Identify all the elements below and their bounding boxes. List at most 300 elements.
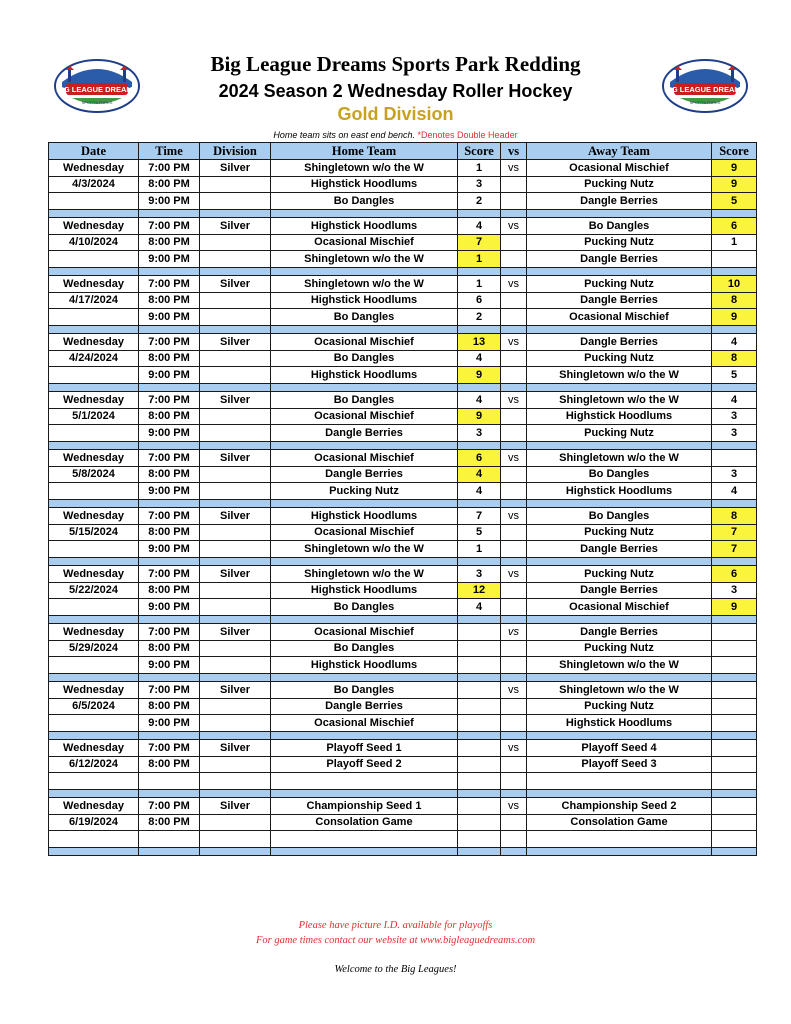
footer-welcome: Welcome to the Big Leagues!: [334, 964, 457, 975]
season-subtitle: 2024 Season 2 Wednesday Roller Hockey: [218, 81, 573, 101]
division-cell: [200, 524, 271, 541]
away-team-cell: Dangle Berries: [527, 582, 712, 599]
division-cell: [200, 193, 271, 210]
table-row: [49, 508, 757, 525]
away-team-cell: Highstick Hoodlums: [527, 408, 712, 425]
time-cell: 9:00 PM: [139, 599, 200, 616]
division-cell: [200, 309, 271, 326]
separator-cell: [458, 557, 501, 566]
division-cell: Silver: [200, 160, 271, 177]
time-cell: 7:00 PM: [139, 798, 200, 815]
separator-cell: [458, 673, 501, 682]
home-score-cell: 7: [458, 234, 501, 251]
separator-cell: [139, 499, 200, 508]
week-separator-row: [49, 267, 757, 276]
home-team-cell: Ocasional Mischief: [271, 524, 458, 541]
away-score-cell: 9: [712, 176, 757, 193]
time-cell: 8:00 PM: [139, 814, 200, 831]
home-team-cell: Dangle Berries: [271, 425, 458, 442]
date-cell: [49, 599, 139, 616]
date-cell: Wednesday: [49, 218, 139, 235]
separator-cell: [527, 557, 712, 566]
home-score-cell: [458, 773, 501, 790]
footer-website-note: For game times contact our website at www.bigleaguedreams.com: [255, 935, 536, 946]
home-score-cell: 7: [458, 508, 501, 525]
svg-text:BIG LEAGUE DREAMS: BIG LEAGUE DREAMS: [664, 85, 746, 94]
time-cell: 7:00 PM: [139, 160, 200, 177]
date-cell: 4/24/2024: [49, 350, 139, 367]
date-cell: [49, 483, 139, 500]
separator-cell: [139, 557, 200, 566]
away-score-cell: 3: [712, 408, 757, 425]
date-cell: [49, 193, 139, 210]
home-score-cell: [458, 756, 501, 773]
col-header-date: Date: [49, 143, 139, 160]
col-header-home-team: Home Team: [271, 143, 458, 160]
home-team-cell: Highstick Hoodlums: [271, 218, 458, 235]
separator-cell: [712, 673, 757, 682]
away-team-cell: Pucking Nutz: [527, 425, 712, 442]
division-cell: Silver: [200, 798, 271, 815]
svg-text:SPORTS PARKS: SPORTS PARKS: [689, 100, 721, 105]
separator-cell: [200, 615, 271, 624]
table-row: [49, 831, 757, 848]
separator-cell: [139, 209, 200, 218]
week-separator-row: [49, 383, 757, 392]
time-cell: 8:00 PM: [139, 408, 200, 425]
home-team-cell: Highstick Hoodlums: [271, 367, 458, 384]
time-cell: 9:00 PM: [139, 251, 200, 268]
time-cell: 8:00 PM: [139, 582, 200, 599]
separator-cell: [712, 325, 757, 334]
table-row: [49, 524, 757, 541]
time-cell: 9:00 PM: [139, 483, 200, 500]
away-score-cell: [712, 657, 757, 674]
col-header-away-score: Score: [712, 143, 757, 160]
table-row: [49, 367, 757, 384]
separator-cell: [49, 209, 139, 218]
away-team-cell: Bo Dangles: [527, 508, 712, 525]
away-score-cell: [712, 756, 757, 773]
separator-cell: [501, 383, 527, 392]
separator-cell: [200, 789, 271, 798]
separator-cell: [527, 789, 712, 798]
home-score-cell: [458, 814, 501, 831]
date-cell: Wednesday: [49, 160, 139, 177]
time-cell: 7:00 PM: [139, 392, 200, 409]
date-cell: 4/17/2024: [49, 292, 139, 309]
bench-note: [0, 130, 791, 140]
separator-cell: [527, 673, 712, 682]
away-score-cell: [712, 715, 757, 732]
separator-cell: [49, 789, 139, 798]
home-team-cell: Bo Dangles: [271, 682, 458, 699]
vs-cell: vs: [501, 798, 527, 815]
vs-cell: [501, 367, 527, 384]
away-score-cell: [712, 831, 757, 848]
time-cell: 8:00 PM: [139, 756, 200, 773]
home-team-cell: [271, 773, 458, 790]
vs-cell: vs: [501, 624, 527, 641]
home-team-cell: Shingletown w/o the W: [271, 276, 458, 293]
away-team-cell: Dangle Berries: [527, 292, 712, 309]
date-cell: [49, 541, 139, 558]
home-score-cell: 6: [458, 292, 501, 309]
home-score-cell: 6: [458, 450, 501, 467]
division-cell: Silver: [200, 334, 271, 351]
away-score-cell: [712, 682, 757, 699]
table-row: [49, 193, 757, 210]
division-cell: [200, 541, 271, 558]
away-team-cell: Championship Seed 2: [527, 798, 712, 815]
time-cell: 7:00 PM: [139, 334, 200, 351]
separator-cell: [200, 847, 271, 856]
separator-cell: [49, 499, 139, 508]
time-cell: 7:00 PM: [139, 218, 200, 235]
table-row: [49, 425, 757, 442]
time-cell: 7:00 PM: [139, 566, 200, 583]
time-cell: 8:00 PM: [139, 698, 200, 715]
away-score-cell: [712, 251, 757, 268]
home-team-cell: Playoff Seed 2: [271, 756, 458, 773]
table-row: [49, 392, 757, 409]
home-score-cell: 9: [458, 408, 501, 425]
separator-cell: [527, 209, 712, 218]
home-score-cell: 3: [458, 566, 501, 583]
home-score-cell: [458, 715, 501, 732]
col-header-vs: vs: [501, 143, 527, 160]
home-team-cell: Shingletown w/o the W: [271, 566, 458, 583]
date-cell: 5/8/2024: [49, 466, 139, 483]
separator-cell: [527, 325, 712, 334]
away-score-cell: [712, 740, 757, 757]
away-team-cell: Shingletown w/o the W: [527, 367, 712, 384]
vs-cell: [501, 292, 527, 309]
separator-cell: [200, 731, 271, 740]
home-score-cell: 1: [458, 160, 501, 177]
separator-cell: [271, 673, 458, 682]
division-cell: Silver: [200, 508, 271, 525]
vs-cell: [501, 541, 527, 558]
table-row: [49, 698, 757, 715]
separator-cell: [712, 615, 757, 624]
away-score-cell: [712, 814, 757, 831]
division-cell: [200, 756, 271, 773]
away-score-cell: [712, 773, 757, 790]
table-row: [49, 466, 757, 483]
separator-cell: [712, 209, 757, 218]
separator-cell: [271, 267, 458, 276]
away-score-cell: 6: [712, 566, 757, 583]
table-row: [49, 740, 757, 757]
vs-cell: [501, 831, 527, 848]
vs-cell: [501, 408, 527, 425]
separator-cell: [712, 383, 757, 392]
vs-cell: [501, 466, 527, 483]
home-score-cell: 1: [458, 251, 501, 268]
week-separator-row: [49, 209, 757, 218]
table-row: [49, 309, 757, 326]
table-row: [49, 582, 757, 599]
away-team-cell: Shingletown w/o the W: [527, 682, 712, 699]
time-cell: [139, 773, 200, 790]
separator-cell: [271, 209, 458, 218]
table-row: [49, 566, 757, 583]
table-row: [49, 292, 757, 309]
vs-cell: vs: [501, 682, 527, 699]
vs-cell: [501, 773, 527, 790]
time-cell: 8:00 PM: [139, 640, 200, 657]
home-team-cell: Highstick Hoodlums: [271, 176, 458, 193]
table-row: [49, 234, 757, 251]
division-cell: [200, 715, 271, 732]
separator-cell: [458, 499, 501, 508]
separator-cell: [49, 557, 139, 566]
time-cell: [139, 831, 200, 848]
home-team-cell: Bo Dangles: [271, 640, 458, 657]
separator-cell: [527, 847, 712, 856]
week-separator-row: [49, 499, 757, 508]
table-row: [49, 798, 757, 815]
home-team-cell: Ocasional Mischief: [271, 624, 458, 641]
away-team-cell: Dangle Berries: [527, 251, 712, 268]
time-cell: 9:00 PM: [139, 193, 200, 210]
separator-cell: [139, 847, 200, 856]
footer-id-note: Please have picture I.D. available for playoffs: [298, 920, 493, 931]
away-score-cell: 3: [712, 466, 757, 483]
division-cell: [200, 483, 271, 500]
separator-cell: [712, 789, 757, 798]
division-cell: Silver: [200, 450, 271, 467]
table-row: [49, 715, 757, 732]
week-separator-row: [49, 673, 757, 682]
separator-cell: [49, 441, 139, 450]
division-cell: Silver: [200, 218, 271, 235]
time-cell: 7:00 PM: [139, 682, 200, 699]
home-score-cell: 4: [458, 218, 501, 235]
home-score-cell: 3: [458, 425, 501, 442]
table-row: [49, 624, 757, 641]
away-team-cell: Dangle Berries: [527, 624, 712, 641]
double-header-note: *Denotes Double Header: [417, 130, 518, 140]
separator-cell: [271, 731, 458, 740]
table-row: [49, 408, 757, 425]
table-header-row: [49, 143, 757, 160]
home-team-cell: Bo Dangles: [271, 599, 458, 616]
home-team-cell: Bo Dangles: [271, 309, 458, 326]
division-cell: Silver: [200, 276, 271, 293]
date-cell: 5/15/2024: [49, 524, 139, 541]
vs-cell: [501, 524, 527, 541]
away-score-cell: 7: [712, 524, 757, 541]
table-row: [49, 657, 757, 674]
away-score-cell: [712, 450, 757, 467]
separator-cell: [501, 441, 527, 450]
separator-cell: [527, 615, 712, 624]
away-team-cell: Consolation Game: [527, 814, 712, 831]
home-team-cell: Shingletown w/o the W: [271, 541, 458, 558]
division-cell: Silver: [200, 566, 271, 583]
week-separator-row: [49, 557, 757, 566]
home-score-cell: [458, 698, 501, 715]
date-cell: Wednesday: [49, 624, 139, 641]
date-cell: Wednesday: [49, 392, 139, 409]
away-score-cell: 3: [712, 425, 757, 442]
away-score-cell: [712, 698, 757, 715]
separator-cell: [501, 615, 527, 624]
table-row: [49, 350, 757, 367]
division-cell: [200, 698, 271, 715]
separator-cell: [49, 615, 139, 624]
time-cell: 8:00 PM: [139, 292, 200, 309]
table-row: [49, 682, 757, 699]
home-score-cell: 3: [458, 176, 501, 193]
separator-cell: [501, 789, 527, 798]
date-cell: Wednesday: [49, 450, 139, 467]
division-cell: [200, 599, 271, 616]
vs-cell: [501, 350, 527, 367]
separator-cell: [200, 673, 271, 682]
vs-cell: [501, 176, 527, 193]
separator-cell: [139, 615, 200, 624]
separator-cell: [271, 325, 458, 334]
away-score-cell: 5: [712, 193, 757, 210]
away-score-cell: 5: [712, 367, 757, 384]
date-cell: Wednesday: [49, 798, 139, 815]
home-team-cell: [271, 831, 458, 848]
week-separator-row: [49, 615, 757, 624]
separator-cell: [49, 673, 139, 682]
time-cell: 9:00 PM: [139, 309, 200, 326]
separator-cell: [501, 499, 527, 508]
away-team-cell: [527, 831, 712, 848]
away-team-cell: Ocasional Mischief: [527, 160, 712, 177]
away-score-cell: 9: [712, 599, 757, 616]
home-team-cell: Ocasional Mischief: [271, 450, 458, 467]
svg-text:SPORTS PARKS: SPORTS PARKS: [81, 100, 113, 105]
time-cell: 7:00 PM: [139, 740, 200, 757]
separator-cell: [527, 441, 712, 450]
date-cell: [49, 657, 139, 674]
table-row: [49, 450, 757, 467]
separator-cell: [200, 209, 271, 218]
away-team-cell: [527, 773, 712, 790]
home-team-cell: Highstick Hoodlums: [271, 657, 458, 674]
vs-cell: [501, 640, 527, 657]
separator-cell: [458, 731, 501, 740]
vs-cell: vs: [501, 450, 527, 467]
col-header-home-score: Score: [458, 143, 501, 160]
away-score-cell: [712, 640, 757, 657]
table-row: [49, 640, 757, 657]
home-score-cell: [458, 657, 501, 674]
separator-cell: [527, 267, 712, 276]
separator-cell: [527, 499, 712, 508]
division-cell: Silver: [200, 392, 271, 409]
away-team-cell: Playoff Seed 4: [527, 740, 712, 757]
separator-cell: [501, 731, 527, 740]
away-team-cell: Pucking Nutz: [527, 350, 712, 367]
separator-cell: [139, 267, 200, 276]
away-team-cell: Pucking Nutz: [527, 234, 712, 251]
time-cell: 9:00 PM: [139, 367, 200, 384]
separator-cell: [139, 441, 200, 450]
home-score-cell: [458, 682, 501, 699]
away-team-cell: Pucking Nutz: [527, 566, 712, 583]
division-cell: [200, 234, 271, 251]
separator-cell: [501, 325, 527, 334]
home-score-cell: 4: [458, 599, 501, 616]
vs-cell: [501, 582, 527, 599]
week-separator-row: [49, 731, 757, 740]
away-team-cell: Dangle Berries: [527, 334, 712, 351]
separator-cell: [527, 731, 712, 740]
vs-cell: vs: [501, 218, 527, 235]
vs-cell: vs: [501, 740, 527, 757]
division-cell: [200, 292, 271, 309]
away-team-cell: Bo Dangles: [527, 218, 712, 235]
away-team-cell: Ocasional Mischief: [527, 309, 712, 326]
home-score-cell: 4: [458, 350, 501, 367]
time-cell: 7:00 PM: [139, 508, 200, 525]
vs-cell: vs: [501, 392, 527, 409]
away-score-cell: 9: [712, 309, 757, 326]
vs-cell: vs: [501, 276, 527, 293]
separator-cell: [200, 557, 271, 566]
date-cell: Wednesday: [49, 508, 139, 525]
date-cell: [49, 251, 139, 268]
home-score-cell: 1: [458, 541, 501, 558]
table-row: [49, 483, 757, 500]
date-cell: Wednesday: [49, 276, 139, 293]
table-row: [49, 599, 757, 616]
away-team-cell: Highstick Hoodlums: [527, 483, 712, 500]
separator-cell: [458, 325, 501, 334]
division-cell: [200, 831, 271, 848]
separator-cell: [49, 325, 139, 334]
page-title: Big League Dreams Sports Park Redding: [210, 52, 581, 76]
date-cell: Wednesday: [49, 682, 139, 699]
separator-cell: [501, 847, 527, 856]
away-score-cell: 8: [712, 508, 757, 525]
date-cell: [49, 367, 139, 384]
division-cell: [200, 814, 271, 831]
week-separator-row: [49, 847, 757, 856]
time-cell: 9:00 PM: [139, 657, 200, 674]
separator-cell: [271, 499, 458, 508]
schedule-table: [48, 142, 757, 856]
table-row: [49, 814, 757, 831]
table-row: [49, 756, 757, 773]
home-team-cell: Dangle Berries: [271, 466, 458, 483]
away-score-cell: 6: [712, 218, 757, 235]
time-cell: 9:00 PM: [139, 541, 200, 558]
table-row: [49, 160, 757, 177]
table-row: [49, 334, 757, 351]
week-separator-row: [49, 789, 757, 798]
home-score-cell: 13: [458, 334, 501, 351]
home-team-cell: Dangle Berries: [271, 698, 458, 715]
time-cell: 9:00 PM: [139, 425, 200, 442]
date-cell: 6/5/2024: [49, 698, 139, 715]
date-cell: 4/10/2024: [49, 234, 139, 251]
away-score-cell: 1: [712, 234, 757, 251]
home-team-cell: Championship Seed 1: [271, 798, 458, 815]
away-team-cell: Shingletown w/o the W: [527, 450, 712, 467]
home-team-cell: Bo Dangles: [271, 350, 458, 367]
vs-cell: vs: [501, 566, 527, 583]
home-score-cell: 4: [458, 392, 501, 409]
